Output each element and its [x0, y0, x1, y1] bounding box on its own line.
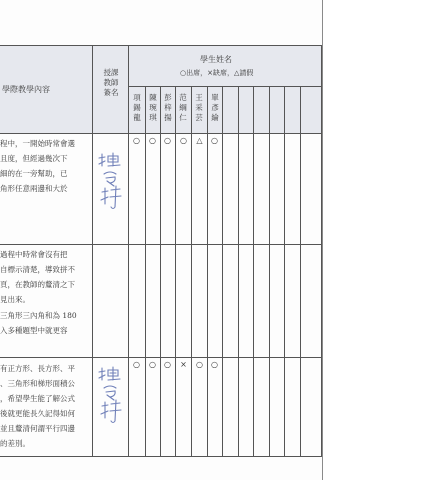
handwritten-signature: [96, 366, 126, 426]
student-name: 范綱仁: [179, 93, 187, 122]
content-line: ，希望學生能了解公式: [0, 394, 75, 403]
content-line: 入多種題型中就更容: [0, 326, 68, 335]
student-name: 彭梓揚: [164, 93, 172, 122]
attendance-mark: ○: [196, 360, 203, 369]
content-line: 細的在一旁幫助，已: [0, 169, 68, 178]
content-line: 且度，但經過幾次下: [0, 154, 68, 163]
column-divider: [92, 45, 93, 456]
attendance-mark: ○: [211, 360, 218, 369]
column-divider: [238, 86, 239, 456]
attendance-mark: ○: [149, 136, 156, 145]
content-line: 頁，在教師的釐清之下: [0, 280, 75, 289]
attendance-mark: ○: [149, 360, 156, 369]
attendance-mark: ○: [164, 136, 171, 145]
student-name: 王采芸: [195, 93, 203, 122]
table-right-border: [321, 45, 322, 456]
content-line: 見出來。: [0, 295, 30, 304]
students-title: 學生姓名: [200, 55, 232, 64]
row-divider: [0, 244, 322, 245]
content-line: 過程中時常會沒有把: [0, 250, 68, 259]
handwritten-signature: [96, 152, 126, 212]
page-edge: [322, 0, 323, 480]
column-divider: [284, 86, 285, 456]
attendance-mark: ○: [180, 136, 187, 145]
table-top-border: [0, 45, 322, 46]
column-divider: [300, 86, 301, 456]
attendance-mark: △: [196, 136, 203, 145]
column-divider: [191, 86, 192, 456]
attendance-mark: ○: [133, 136, 140, 145]
attendance-mark: ○: [211, 136, 218, 145]
student-name: 項錫龍: [133, 93, 141, 122]
content-line: 的差別。: [0, 439, 30, 448]
attendance-mark: ○: [164, 360, 171, 369]
column-divider: [253, 86, 254, 456]
table-header-bottom-border: [0, 133, 322, 134]
column-divider: [175, 86, 176, 456]
attendance-legend: ○出席，×缺席，△請假: [180, 69, 254, 77]
row-divider: [0, 357, 322, 358]
content-line: 三角形三內角和為 180: [0, 311, 77, 320]
content-column-header: 學際教學內容: [2, 85, 50, 94]
students-title-divider: [128, 86, 322, 87]
teacher-signature-header: 授課教師簽名: [103, 68, 119, 97]
content-line: 並且釐清何謂平行四邊: [0, 424, 75, 433]
column-divider: [269, 86, 270, 456]
content-line: 自標示清楚，導致拼不: [0, 265, 75, 274]
attendance-mark: ×: [180, 360, 187, 369]
content-line: 程中，一開始時常會選: [0, 139, 75, 148]
student-name: 陳琬琪: [149, 93, 157, 122]
content-line: 角形任意兩邊和大於: [0, 184, 68, 193]
column-divider: [128, 45, 129, 456]
student-name: 單彥綸: [211, 93, 219, 122]
content-line: 、三角形和梯形面積公: [0, 379, 75, 388]
table-bottom-border: [0, 456, 322, 457]
content-line: 有正方形、長方形、平: [0, 364, 75, 373]
column-divider: [222, 86, 223, 456]
attendance-mark: ○: [133, 360, 140, 369]
content-line: 後就更能長久記得如何: [0, 409, 75, 418]
